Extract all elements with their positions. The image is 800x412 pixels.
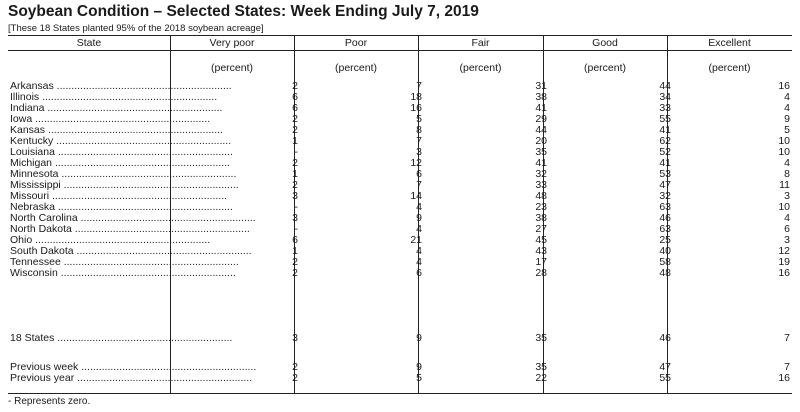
row-value: 9 bbox=[416, 361, 422, 373]
row-state-label: Minnesota ............................................................ bbox=[10, 168, 237, 180]
row-value: 21 bbox=[410, 234, 422, 246]
table-row bbox=[8, 268, 792, 279]
header-very-poor: Very poor bbox=[209, 37, 255, 49]
row-value: 6 bbox=[292, 234, 298, 246]
row-value: 6 bbox=[784, 223, 790, 235]
row-value: 5 bbox=[416, 372, 422, 384]
row-value: 28 bbox=[535, 267, 547, 279]
table-row bbox=[8, 333, 792, 344]
row-state-label: North Dakota ............................................................ bbox=[10, 223, 250, 235]
row-value: 4 bbox=[416, 201, 422, 213]
row-value: 35 bbox=[535, 361, 547, 373]
row-value: 3 bbox=[292, 212, 298, 224]
row-value: 2 bbox=[292, 372, 298, 384]
row-value: 38 bbox=[535, 91, 547, 103]
row-state-label: Missouri ............................................................ bbox=[10, 190, 228, 202]
row-value: 7 bbox=[416, 179, 422, 191]
row-value: 16 bbox=[778, 372, 790, 384]
row-value: 45 bbox=[535, 234, 547, 246]
row-state-label: Previous year ............................................................ bbox=[10, 372, 253, 384]
row-value: 2 bbox=[292, 361, 298, 373]
row-value: 18 bbox=[410, 91, 422, 103]
row-state-label: Kansas ............................................................ bbox=[10, 124, 223, 136]
header-poor: Poor bbox=[344, 37, 368, 49]
row-state-label: Louisiana ............................................................ bbox=[10, 146, 233, 158]
row-value: 4 bbox=[416, 245, 422, 257]
row-value: - bbox=[294, 223, 298, 235]
row-value: 19 bbox=[778, 256, 790, 268]
row-value: 53 bbox=[659, 168, 671, 180]
row-value: 44 bbox=[535, 124, 547, 136]
row-value: 12 bbox=[778, 245, 790, 257]
row-value: 8 bbox=[416, 124, 422, 136]
row-value: 4 bbox=[784, 157, 790, 169]
header-fair: Fair bbox=[471, 37, 490, 49]
row-value: 23 bbox=[535, 201, 547, 213]
row-state-label: 18 States ............................................................ bbox=[10, 332, 233, 344]
row-value: 7 bbox=[416, 135, 422, 147]
row-value: 16 bbox=[778, 267, 790, 279]
row-value: 46 bbox=[659, 332, 671, 344]
row-value: 48 bbox=[535, 190, 547, 202]
row-value: 6 bbox=[292, 102, 298, 114]
row-state-label: Indiana ............................................................ bbox=[10, 102, 223, 114]
row-value: 10 bbox=[778, 201, 790, 213]
header-bottom-rule bbox=[8, 50, 792, 51]
row-value: 4 bbox=[784, 91, 790, 103]
unit-label: (percent) bbox=[583, 62, 626, 74]
row-value: - bbox=[294, 201, 298, 213]
footnote: - Represents zero. bbox=[8, 396, 91, 407]
row-state-label: Michigan ............................................................ bbox=[10, 157, 230, 169]
row-state-label: Kentucky ............................................................ bbox=[10, 135, 232, 147]
row-value: 2 bbox=[292, 157, 298, 169]
row-value: 1 bbox=[292, 135, 298, 147]
table-top-rule bbox=[8, 35, 792, 36]
row-value: 2 bbox=[292, 80, 298, 92]
page-title: Soybean Condition – Selected States: Week Ending July 7, 2019 bbox=[8, 3, 479, 20]
row-value: 48 bbox=[659, 267, 671, 279]
row-value: 3 bbox=[292, 332, 298, 344]
row-value: 25 bbox=[659, 234, 671, 246]
row-value: 10 bbox=[778, 146, 790, 158]
row-value: 41 bbox=[659, 157, 671, 169]
unit-label: (percent) bbox=[708, 62, 751, 74]
row-value: 33 bbox=[535, 179, 547, 191]
row-value: 63 bbox=[659, 201, 671, 213]
row-value: 44 bbox=[659, 80, 671, 92]
row-state-label: South Dakota ............................................................ bbox=[10, 245, 252, 257]
row-value: 52 bbox=[659, 146, 671, 158]
row-value: 35 bbox=[535, 332, 547, 344]
row-value: 34 bbox=[659, 91, 671, 103]
row-value: 7 bbox=[784, 361, 790, 373]
row-value: 17 bbox=[535, 256, 547, 268]
row-value: 4 bbox=[784, 212, 790, 224]
row-value: 38 bbox=[535, 212, 547, 224]
page-subtitle: [These 18 States planted 95% of the 2018 soybean acreage] bbox=[8, 23, 264, 34]
row-value: 29 bbox=[535, 113, 547, 125]
row-value: 1 bbox=[292, 245, 298, 257]
row-value: 47 bbox=[659, 179, 671, 191]
row-value: 40 bbox=[659, 245, 671, 257]
unit-label: (percent) bbox=[459, 62, 502, 74]
row-value: 7 bbox=[784, 332, 790, 344]
row-value: 2 bbox=[292, 113, 298, 125]
row-value: 43 bbox=[535, 245, 547, 257]
row-value: 20 bbox=[535, 135, 547, 147]
row-value: 41 bbox=[659, 124, 671, 136]
row-value: 55 bbox=[659, 372, 671, 384]
header-good: Good bbox=[592, 37, 618, 49]
row-value: - bbox=[294, 146, 298, 158]
row-state-label: Mississippi ............................................................ bbox=[10, 179, 239, 191]
row-value: 27 bbox=[535, 223, 547, 235]
row-state-label: North Carolina ............................................................ bbox=[10, 212, 256, 224]
row-value: 7 bbox=[416, 80, 422, 92]
row-state-label: Previous week ............................................................ bbox=[10, 361, 257, 373]
row-state-label: Iowa ............................................................ bbox=[10, 113, 211, 125]
row-state-label: Tennessee ............................................................ bbox=[10, 256, 239, 268]
row-value: 4 bbox=[784, 102, 790, 114]
row-value: 5 bbox=[416, 113, 422, 125]
row-value: 46 bbox=[659, 212, 671, 224]
row-state-label: Arkansas ............................................................ bbox=[10, 80, 232, 92]
row-state-label: Illinois ............................................................ bbox=[10, 91, 218, 103]
row-value: 9 bbox=[416, 332, 422, 344]
row-value: 3 bbox=[416, 146, 422, 158]
header-excellent: Excellent bbox=[708, 37, 751, 49]
row-value: 12 bbox=[410, 157, 422, 169]
unit-label: (percent) bbox=[334, 62, 377, 74]
row-value: 6 bbox=[416, 168, 422, 180]
row-state-label: Wisconsin ............................................................ bbox=[10, 267, 236, 279]
row-value: 3 bbox=[784, 190, 790, 202]
row-value: 2 bbox=[292, 267, 298, 279]
row-state-label: Nebraska ............................................................ bbox=[10, 201, 233, 213]
row-value: 55 bbox=[659, 113, 671, 125]
row-value: 1 bbox=[292, 168, 298, 180]
row-value: 2 bbox=[292, 179, 298, 191]
row-value: 14 bbox=[410, 190, 422, 202]
row-value: 22 bbox=[535, 372, 547, 384]
row-value: 2 bbox=[292, 124, 298, 136]
row-value: 6 bbox=[416, 267, 422, 279]
row-value: 16 bbox=[410, 102, 422, 114]
row-value: 32 bbox=[659, 190, 671, 202]
row-value: 35 bbox=[535, 146, 547, 158]
row-value: 31 bbox=[535, 80, 547, 92]
header-state: State bbox=[76, 37, 102, 49]
row-value: 4 bbox=[416, 256, 422, 268]
row-value: 47 bbox=[659, 361, 671, 373]
row-value: 16 bbox=[778, 80, 790, 92]
row-value: 32 bbox=[535, 168, 547, 180]
row-value: 3 bbox=[784, 234, 790, 246]
row-value: 9 bbox=[416, 212, 422, 224]
table-bottom-rule bbox=[8, 393, 792, 394]
unit-label: (percent) bbox=[210, 62, 253, 74]
row-value: 63 bbox=[659, 223, 671, 235]
row-value: 3 bbox=[292, 190, 298, 202]
row-value: 10 bbox=[778, 135, 790, 147]
row-value: 58 bbox=[659, 256, 671, 268]
row-value: 5 bbox=[784, 124, 790, 136]
table-row bbox=[8, 373, 792, 384]
row-value: 41 bbox=[535, 157, 547, 169]
row-value: 33 bbox=[659, 102, 671, 114]
row-value: 11 bbox=[779, 179, 790, 191]
row-value: 8 bbox=[784, 168, 790, 180]
row-value: 2 bbox=[292, 256, 298, 268]
row-value: 41 bbox=[535, 102, 547, 114]
row-value: 4 bbox=[416, 223, 422, 235]
row-state-label: Ohio ............................................................ bbox=[10, 234, 211, 246]
row-value: 62 bbox=[659, 135, 671, 147]
row-value: 6 bbox=[292, 91, 298, 103]
row-value: 9 bbox=[784, 113, 790, 125]
